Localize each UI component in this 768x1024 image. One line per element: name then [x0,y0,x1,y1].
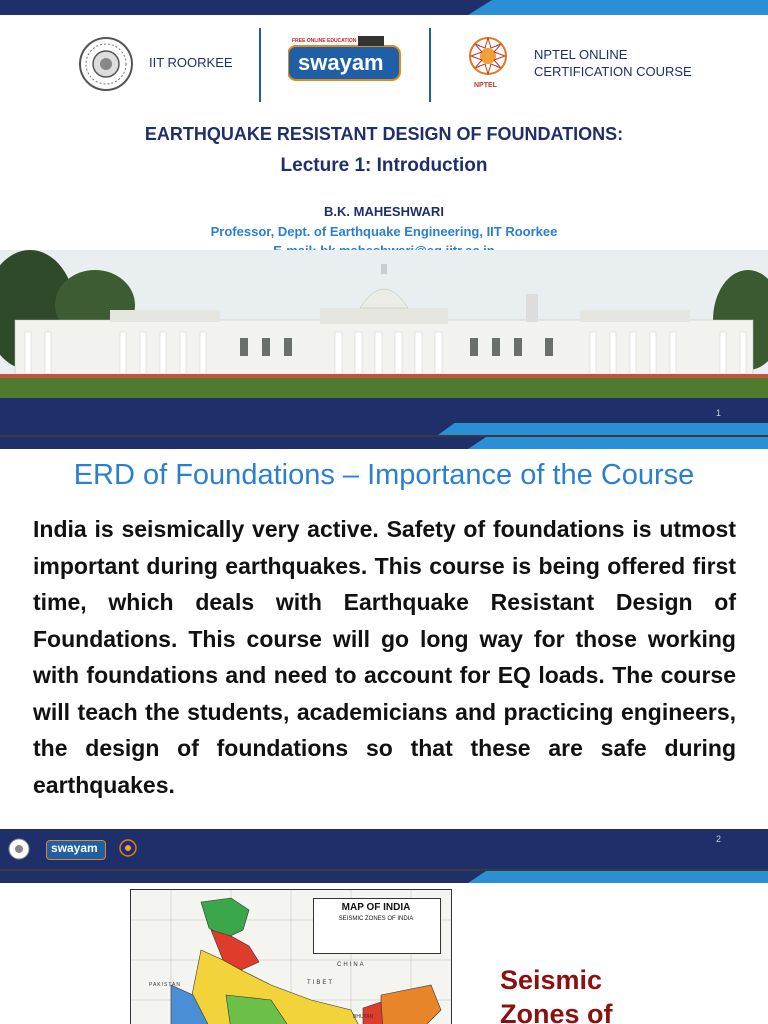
slide-heading: Seismic Zones of [500,965,613,1024]
swayam-footer-logo [46,840,106,860]
lecture-title: EARTHQUAKE RESISTANT DESIGN OF FOUNDATIONS: [144,124,624,144]
map-subtitle: SEISMIC ZONES OF INDIA [338,916,414,922]
author-affiliation: Professor, Dept. of Earthquake Engineering, IIT Roorkee [210,224,558,239]
top-bar-accent [468,0,768,15]
nptel-logo-icon [463,34,513,84]
campus-building-image [0,250,768,398]
map-title: MAP OF INDIA [341,902,411,913]
nptel-logo-icon [118,838,138,858]
iit-roorkee-emblem-icon [8,838,30,860]
slide-3 [0,871,768,1024]
nptel-line-2: CERTIFICATION COURSE [534,64,692,79]
page-number: 1 [716,408,722,418]
slide-body-text: India is seismically very active. Safety of foundations is utmost important during earthquakes. This course is being offered first time, which deals with Earthquake Resistant Design of Foundations. This course will go long way for those working with foundations and need to account for EQ loads. The course will teach the students, academicians and practicing engineers, the design of foundations so that these are safe during earthquakes. [33,516,736,798]
swayam-footer-word: swayam [51,841,98,855]
nptel-small-label: NPTEL [474,82,497,89]
page-number: 2 [716,834,722,844]
slide-title: ERD of Foundations – Importance of the Course [73,459,695,491]
top-bar-accent [468,871,768,883]
bottom-bar-accent [438,423,768,435]
swayam-word: swayam [298,50,384,75]
logo-divider [429,28,431,102]
author-name: B.K. MAHESHWARI [324,204,444,219]
map-label-bhutan: BHUTAN [353,1014,374,1020]
iit-roorkee-emblem-icon [78,36,134,92]
nptel-line-1: NPTEL ONLINE [534,47,628,62]
slide-2 [0,437,768,869]
logo-row [0,22,768,106]
slide-1 [0,0,768,435]
map-label-tibet: TIBET [307,980,335,986]
swayam-tag: FREE ONLINE EDUCATION [292,38,357,44]
iit-roorkee-label: IIT ROORKEE [149,55,233,70]
logo-divider [259,28,261,102]
map-label-china: CHINA [337,962,366,968]
seismic-zone-map [130,889,452,1024]
footer-bar [0,829,768,869]
map-label-pakistan: PAKISTAN [149,982,181,988]
lecture-subtitle: Lecture 1: Introduction [280,155,488,176]
bottom-bar [0,398,768,435]
top-bar-accent [468,437,768,449]
